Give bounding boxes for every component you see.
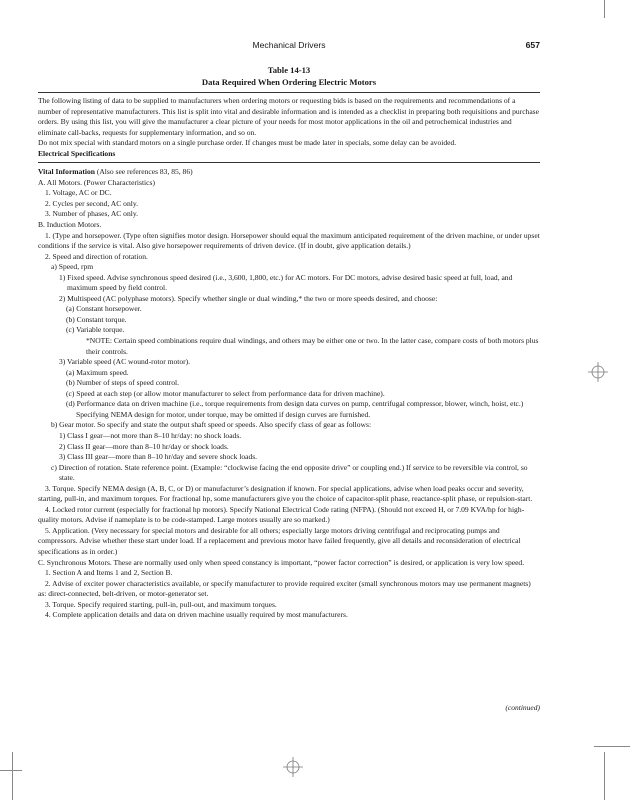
table-body (38, 96, 540, 621)
list-item: 5. Application. (Very necessary for special motors and desirable for all others; especially large motors driving centrifugal and reciprocating pumps and compressors. Advise whether these start under load. If a replacement and previous motor have failed frequently, give all details and reconsideration of electrical specifications as in order.) (38, 525, 521, 556)
section-rule (38, 162, 540, 163)
list-item: (a) Maximum speed. (66, 367, 129, 377)
list-item: C. Synchronous Motors. These are normally used only when speed constancy is important, “power factor correction” is desired, or application is very low speed. (38, 557, 525, 567)
list-item: (b) Constant torque. (66, 314, 127, 324)
crop-mark (604, 0, 605, 18)
list-item: 3. Torque. Specify required starting, pull-in, pull-out, and maximum torques. (45, 599, 277, 609)
list-item: A. All Motors. (Power Characteristics) (38, 177, 155, 187)
intro-paragraph: The following listing of data to be supplied to manufacturers when ordering motors or requesting bids is based on the requirements and recommendations of a number of representative manufacturers. This list is split into vital and desirable information and is intended as a checklist in preparing both requisitions and purchase orders. By using this list, you will give the manufacturer a clear picture of your needs for most motor applications in the oil and petrochemical industries and eliminate call-backs, requests for supplementary information, and so on. (38, 96, 539, 137)
table-heading (38, 64, 540, 88)
registration-mark-icon (283, 757, 303, 777)
top-rule (38, 92, 540, 93)
crop-mark (12, 752, 13, 800)
intro-paragraph: Do not mix special with standard motors on a single purchase order. If changes must be made later in specials, some delay can be avoided. (38, 138, 457, 148)
list-item: (b) Number of steps of speed control. (66, 378, 179, 388)
vital-info-refs: (Also see references 83, 85, 86) (96, 167, 193, 177)
list-item: B. Induction Motors. (38, 220, 102, 230)
list-item: 2. Speed and direction of rotation. (45, 251, 148, 261)
list-item: (d) Performance data on driven machine (i.e., torque requirements from design data curves on pump, centrifugal compressor, blower, winch, hoist, etc.) Specifying NEMA design for motor, under torque, may be omitted if design curves are furnished. (66, 399, 524, 419)
list-item: 4. Locked rotor current (especially for fractional hp motors). Specify National Electrical Code rating (NFPA). (Should not exceed H, or 7.09 KVA/hp for high-quality motors. Advise if nameplate is to be code-stamped. Large motors usually are so marked.) (38, 504, 525, 525)
list-item: (c) Variable torque. (66, 325, 125, 335)
list-item: 2) Class II gear—more than 8–10 hr/day or shock loads. (59, 441, 229, 451)
note: *NOTE: Certain speed combinations require dual windings, and others may be either one or two. In the latter case, compare costs of both motors plus their controls. (86, 336, 539, 356)
list-item: 3. Number of phases, AC only. (45, 209, 138, 219)
list-item: 3) Class III gear—more than 8–10 hr/day and severe shock loads. (59, 452, 258, 462)
list-item: 4. Complete application details and data on driven machine usually required by most manufacturers. (45, 610, 348, 620)
list-item: 2. Advise of exciter power characteristics available, or specify manufacturer to provide required exciter (small synchronous motors may use permanent magnets) as: direct-connected, belt-driven, or motor-generator set. (38, 578, 531, 599)
list-item: 1) Class I gear—not more than 8–10 hr/day: no shock loads. (59, 430, 242, 440)
list-item: 2) Multispeed (AC polyphase motors). Specify whether single or dual winding,* the two or more speeds desired, and choose: (59, 293, 438, 303)
crop-mark (594, 746, 630, 747)
list-item: 1. Section A and Items 1 and 2, Section B. (45, 568, 173, 578)
section-title: Mechanical Drivers (252, 40, 326, 50)
vital-info-line (38, 167, 540, 178)
continued-label: (continued) (505, 703, 540, 712)
list-item: a) Speed, rpm (51, 262, 94, 272)
list-item: (c) Speed at each step (or allow motor manufacturer to select from performance data for driven machine). (66, 388, 385, 398)
list-item: c) Direction of rotation. State reference point. (Example: “clockwise facing the end opposite drive” or coupling end.) If service to be reversible via control, so state. (51, 462, 528, 483)
list-item: 3) Variable speed (AC wound-rotor motor). (59, 357, 191, 367)
list-item: b) Gear motor. So specify and state the output shaft speed or speeds. Also specify class of gear as follows: (51, 420, 372, 430)
vital-info-heading: Vital Information (38, 167, 95, 177)
list-item: 3. Torque. Specify NEMA design (A, B, C, or D) or manufacturer’s designation if known. For special applications, advise when load peaks occur and severity, starting, pull-in, and maximum torques. For fractional hp, some manufacturers give you the choice of capacitor-split phase, reactance-split phase, or repulsion-start. (38, 483, 533, 504)
table-title: Data Required When Ordering Electric Motors (201, 77, 377, 87)
table-number: Table 14-13 (267, 65, 311, 75)
list-item: 2. Cycles per second, AC only. (45, 198, 138, 208)
page-number: 657 (525, 40, 540, 50)
list-item: 1) Fixed speed. Advise synchronous speed desired (i.e., 3,600, 1,800, etc.) for AC motors. For DC motors, advise desired basic speed at full, load, and maximum speed by field control. (59, 272, 513, 293)
list-item: 1. Voltage, AC or DC. (45, 188, 112, 198)
list-item: 1. (Type and horsepower. (Type often signifies motor design. Horsepower should equal the maximum anticipated requirement of the driven machine, or under upset conditions if the service is vital. Also give horsepower requirements of driven device. (If in doubt, give application details.) (38, 230, 540, 251)
list-item: (a) Constant horsepower. (66, 304, 142, 314)
running-head (38, 40, 540, 54)
crop-mark (604, 752, 605, 800)
electrical-specs-heading: Electrical Specifications (38, 148, 116, 158)
crop-mark (0, 770, 22, 771)
registration-mark-icon (588, 362, 608, 382)
